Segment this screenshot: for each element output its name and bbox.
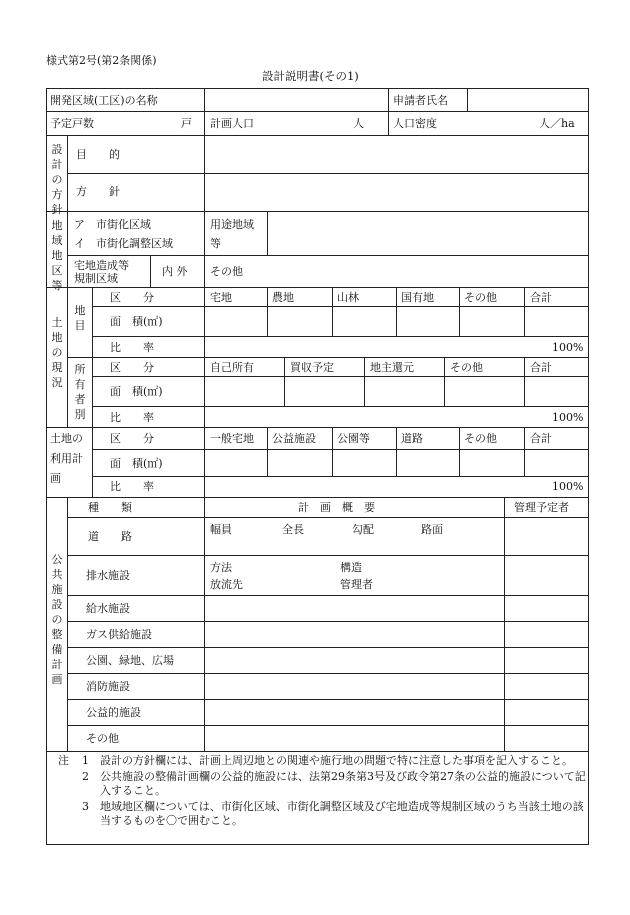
land-section-label: 土地の現況 <box>51 316 63 389</box>
owner-area-label: 面 積(㎡) <box>110 385 163 398</box>
note-item <box>46 754 591 768</box>
owner-label: 所有者別 <box>74 363 86 421</box>
owner-col-self: 自己所有 <box>210 361 254 374</box>
fire-label: 消防施設 <box>86 680 130 693</box>
road-slope-label: 勾配 <box>352 523 374 536</box>
zoning-item-i: イ 市街化調整区域 <box>74 237 173 250</box>
public-other-label: その他 <box>86 732 119 745</box>
landuse-label-1: 土地の <box>50 432 83 445</box>
landuse-col-general: 一般宅地 <box>210 432 254 445</box>
landuse-col-total: 合計 <box>530 432 552 445</box>
use-area-label-2: 等 <box>210 237 221 250</box>
landuse-col-other: その他 <box>464 432 497 445</box>
chimoku-percent: 100% <box>552 341 584 354</box>
zoning-other-label: その他 <box>210 265 243 278</box>
chimoku-col-residential: 宅地 <box>210 291 232 304</box>
chimoku-col-national: 国有地 <box>401 291 434 304</box>
chimoku-kubun-label: 区 分 <box>110 291 154 304</box>
note-label: 注 <box>58 754 69 767</box>
form-title: 設計説明書(その1) <box>262 69 359 83</box>
drain-method-label: 方法 <box>210 561 232 574</box>
chimoku-label: 地目 <box>74 304 86 332</box>
households-unit: 戸 <box>181 117 192 130</box>
chimoku-ratio-label: 比 率 <box>110 341 154 354</box>
notes-block <box>46 754 591 828</box>
policy-section-label: 設計の方針 <box>51 143 63 216</box>
chimoku-area-label: 面 積(㎡) <box>110 315 163 328</box>
purpose-label: 目 的 <box>76 148 120 161</box>
note-text: 設計の方針欄には、計画上周辺地との関連や施行地の問題で特に注意した事項を記入すること。 <box>100 754 573 767</box>
note-number: 2 <box>82 770 89 783</box>
landuse-col-public: 公益施設 <box>272 432 316 445</box>
landuse-col-park: 公園等 <box>337 432 370 445</box>
owner-col-return: 地主還元 <box>370 361 414 374</box>
owner-ratio-label: 比 率 <box>110 411 154 424</box>
drain-structure-label: 構造 <box>340 561 362 574</box>
public-benefit-label: 公益的施設 <box>86 706 141 719</box>
owner-kubun-label: 区 分 <box>110 361 154 374</box>
owner-percent: 100% <box>552 411 584 424</box>
population-unit: 人 <box>353 117 364 130</box>
note-item <box>46 800 591 828</box>
road-width-label: 幅員 <box>210 523 232 536</box>
road-length-label: 全長 <box>282 523 304 536</box>
owner-col-purchase: 買収予定 <box>290 361 334 374</box>
landuse-area-label: 面 積(㎡) <box>110 457 163 470</box>
chimoku-col-other: その他 <box>464 291 497 304</box>
drain-label: 排水施設 <box>86 569 130 582</box>
park-label: 公園、緑地、広場 <box>86 654 174 667</box>
public-kind-label: 種 類 <box>88 501 132 514</box>
owner-col-other: その他 <box>450 361 483 374</box>
chimoku-col-total: 合計 <box>530 291 552 304</box>
owner-col-total: 合計 <box>530 361 552 374</box>
form-number: 様式第2号(第2条関係) <box>46 54 157 67</box>
public-plan-label: 計 画 概 要 <box>298 501 375 514</box>
use-area-label: 用途地域 <box>210 218 254 231</box>
households-label: 予定戸数 <box>50 117 94 130</box>
gas-label: ガス供給施設 <box>86 628 152 641</box>
applicant-label: 申請者氏名 <box>393 94 448 107</box>
road-surface-label: 路面 <box>421 523 443 536</box>
landuse-col-road: 道路 <box>401 432 423 445</box>
landuse-label-2: 利用計 <box>50 452 83 465</box>
zoning-section-label: 地域地区等 <box>51 219 63 292</box>
note-item <box>46 770 591 798</box>
residential-label-2: 規制区域 <box>74 272 118 285</box>
chimoku-col-forest: 山林 <box>337 291 359 304</box>
inout-label: 内 外 <box>162 265 188 278</box>
landuse-label-3: 画 <box>50 472 61 485</box>
zoning-item-a: ア 市街化区域 <box>74 218 151 231</box>
note-number: 1 <box>82 754 89 767</box>
landuse-percent: 100% <box>552 480 584 493</box>
note-text: 地域地区欄については、市街化区域、市街化調整区域及び宅地造成等規制区域のうち当該土地の該当するものを〇で囲むこと。 <box>100 800 584 827</box>
water-label: 給水施設 <box>86 602 130 615</box>
note-number: 3 <box>82 800 89 813</box>
density-label: 人口密度 <box>393 117 437 130</box>
population-label: 計画人口 <box>210 117 254 130</box>
chimoku-col-farmland: 農地 <box>272 291 294 304</box>
dev-area-label: 開発区域(工区)の名称 <box>50 94 158 107</box>
residential-label: 宅地造成等 <box>74 259 129 272</box>
landuse-kubun-label: 区 分 <box>110 432 154 445</box>
public-manager-label: 管理予定者 <box>514 501 569 514</box>
density-unit: 人／ha <box>539 117 575 130</box>
public-section-label: 公共施設の整備計画 <box>51 553 63 686</box>
drain-manager-label: 管理者 <box>340 578 373 591</box>
road-label: 道 路 <box>88 530 132 543</box>
policy-label: 方 針 <box>76 185 120 198</box>
landuse-ratio-label: 比 率 <box>110 480 154 493</box>
note-text: 公共施設の整備計画欄の公益的施設には、法第29条第3号及び政令第27条の公益的施設について記入すること。 <box>100 770 586 797</box>
drain-outlet-label: 放流先 <box>210 578 243 591</box>
